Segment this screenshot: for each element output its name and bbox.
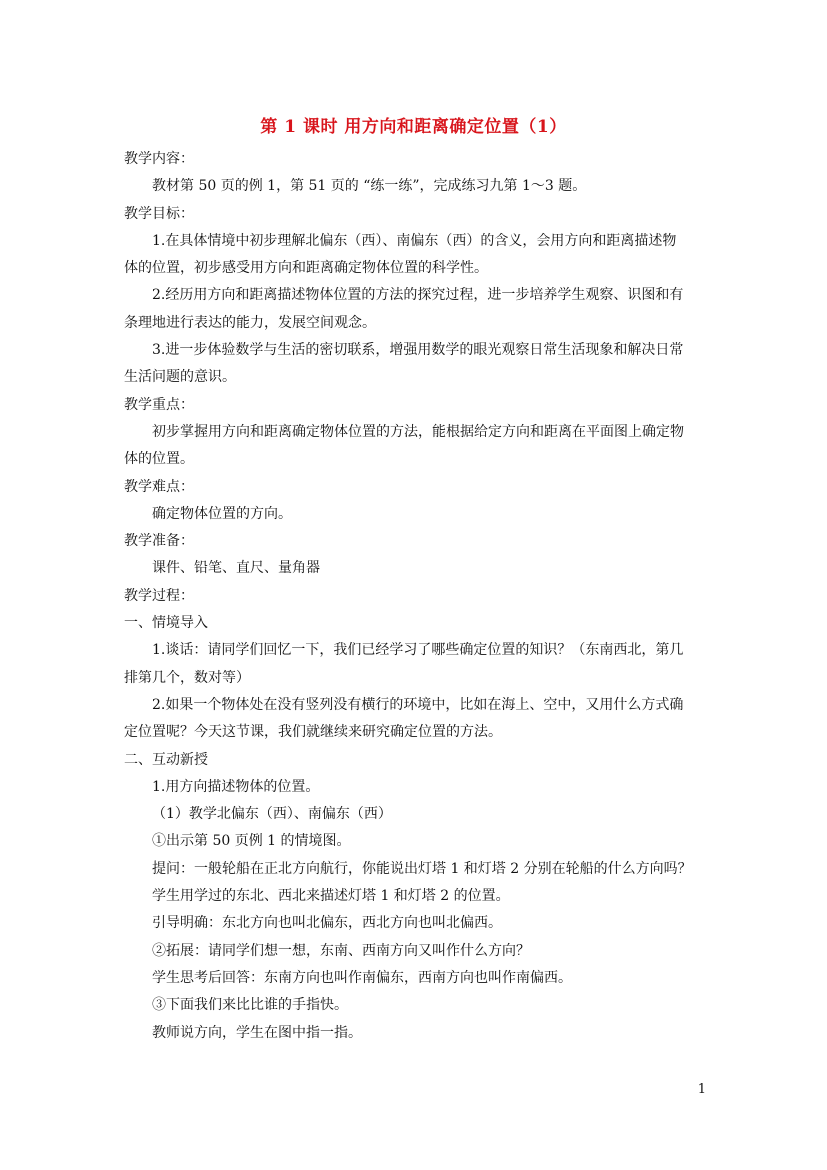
section-heading: 教学准备： [124,533,194,550]
body-line: 生活问题的意识。 [124,369,236,386]
body-line: 学生用学过的东北、西北来描述灯塔 1 和灯塔 2 的位置。 [152,888,510,905]
body-line: 1.用方向描述物体的位置。 [152,778,320,795]
body-line: 1.在具体情境中初步理解北偏东（西）、南偏东（西）的含义，会用方向和距离描述物 [152,232,677,249]
section-heading: 教学内容： [124,151,194,167]
body-line: ②拓展：请同学们想一想，东南、西南方向又叫作什么方向？ [152,942,530,959]
body-line: 确定物体位置的方向。 [152,505,292,522]
lesson-body [124,146,704,1047]
body-line: 学生思考后回答：东南方向也叫作南偏东，西南方向也叫作南偏西。 [152,969,572,986]
body-line: 条理地进行表达的能力，发展空间观念。 [124,314,376,331]
body-line: 3.进一步体验数学与生活的密切联系，增强用数学的眼光观察日常生活现象和解决日常 [152,342,684,359]
section-heading: 教学重点： [124,396,194,413]
body-line: ③下面我们来比比谁的手指快。 [152,997,348,1014]
body-line: 排第几个，数对等） [124,669,250,686]
body-line: 课件、铅笔、直尺、量角器 [152,560,320,577]
body-line: 提问：一般轮船在正北方向航行，你能说出灯塔 1 和灯塔 2 分别在轮船的什么方向吗？ [152,860,692,877]
section-heading: 教学过程： [124,587,194,604]
section-heading: 教学难点： [124,478,194,495]
body-line: 2.如果一个物体处在没有竖列没有横行的环境中，比如在海上、空中，又用什么方式确 [152,696,684,713]
page-number: 1 [697,1082,706,1097]
body-line: 2.经历用方向和距离描述物体位置的方法的探究过程，进一步培养学生观察、识图和有 [152,287,684,304]
section-heading: 教学目标： [124,205,194,222]
body-line: 体的位置。 [124,451,194,468]
body-line: （1）教学北偏东（西）、南偏东（西） [152,806,392,823]
body-line: 教材第 50 页的例 1，第 51 页的 “练一练”，完成练习九第 1～3 题。 [152,178,587,195]
body-line: 教师说方向，学生在图中指一指。 [152,1024,362,1041]
body-line: ①出示第 50 页例 1 的情境图。 [152,833,351,850]
lesson-title: 第 1 课时 用方向和距离确定位置（1） [260,117,567,137]
body-line: 引导明确：东北方向也叫北偏东，西北方向也叫北偏西。 [152,915,502,932]
body-line: 1.谈话：请同学们回忆一下，我们已经学习了哪些确定位置的知识？（东南西北，第几 [152,642,684,659]
body-line: 体的位置，初步感受用方向和距离确定物体位置的科学性。 [124,260,488,277]
section-heading: 一、情境导入 [124,615,208,632]
section-heading: 二、互动新授 [124,751,208,768]
body-line: 定位置呢？今天这节课，我们就继续来研究确定位置的方法。 [124,724,502,741]
body-line: 初步掌握用方向和距离确定物体位置的方法，能根据给定方向和距离在平面图上确定物 [152,423,684,440]
